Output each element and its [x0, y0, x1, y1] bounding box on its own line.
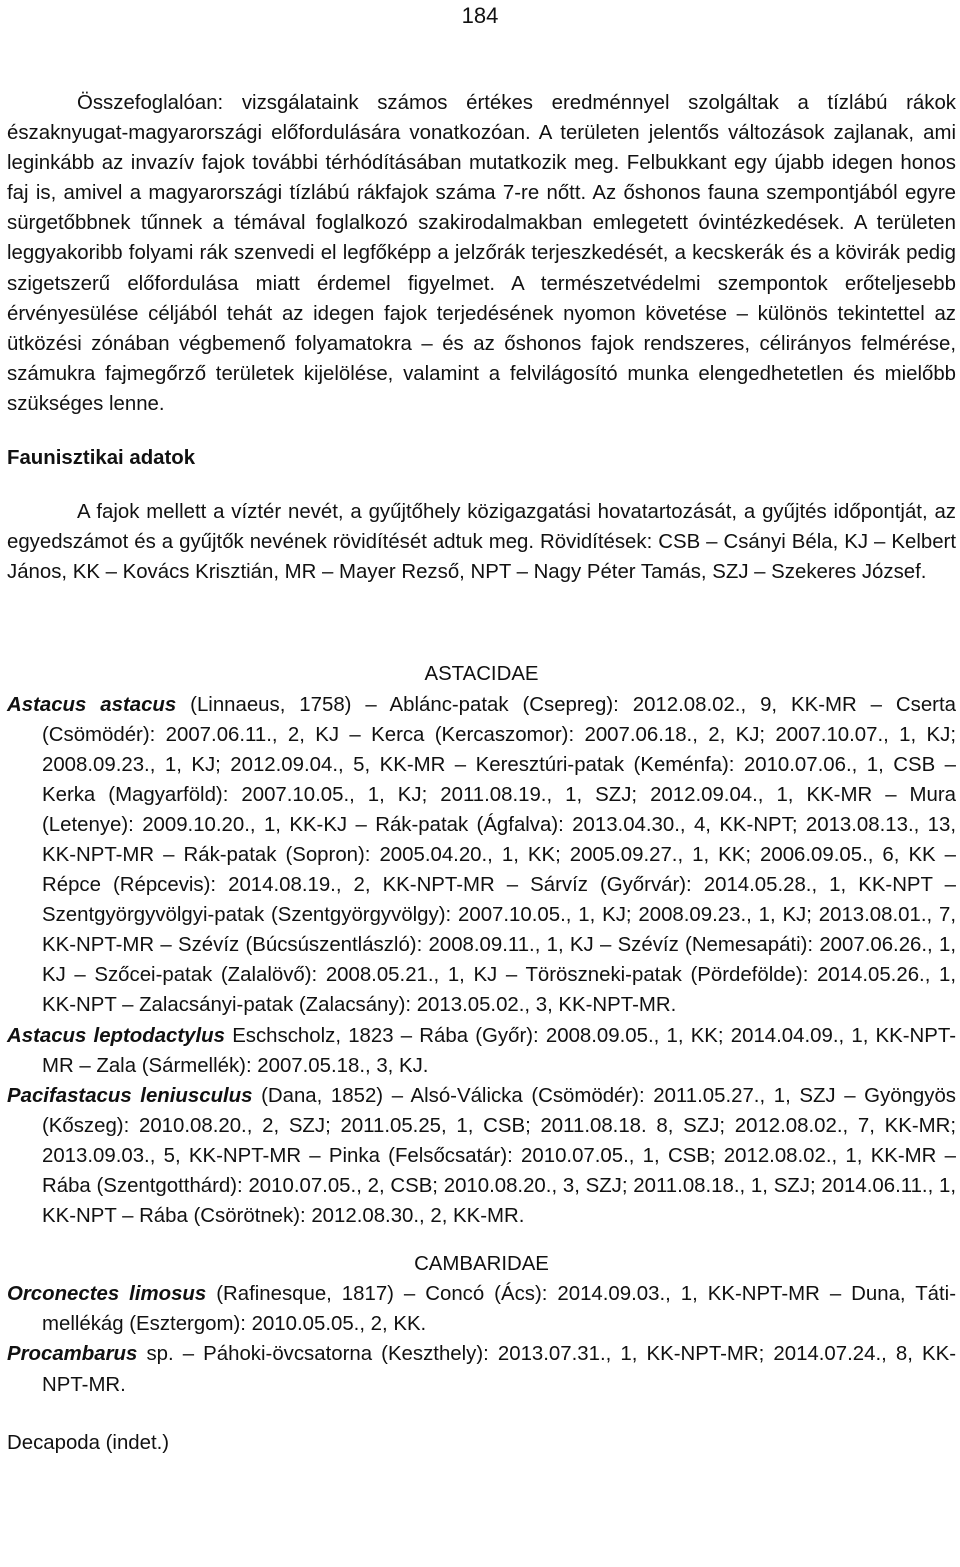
- family-heading-astacidae: ASTACIDAE: [424, 663, 539, 686]
- species-entry-procambarus-sp: [7, 1339, 956, 1399]
- species-name: Orconectes limosus: [7, 1283, 207, 1306]
- section-heading-faunistics: Faunisztikai adatok: [7, 447, 196, 470]
- species-name: Astacus leptodactylus: [7, 1024, 225, 1047]
- faunistics-intro-paragraph: A fajok mellett a víztér nevét, a gyűjtőhely közigazgatási hovatartozását, a gyűjtés időpontját, az egyedszámot és a gyűjtők nevének rövidítését adtuk meg. Rövidítések: CSB – Csányi Béla, KJ – Kelbert János, KK – Kovács Krisztián, MR – Mayer Rezső, NPT – Nagy Péter Tamás, SZJ – Szekeres József.: [7, 501, 956, 584]
- species-records: (Rafinesque, 1817) – Concó (Ács): 2014.09.03., 1, KK-NPT-MR – Duna, Táti-mellékág (Esztergom): 2010.05.05., 2, KK.: [42, 1283, 956, 1336]
- species-records: (Dana, 1852) – Alsó-Válicka (Csömödér): 2011.05.27., 1, SZJ – Gyöngyös (Kőszeg): 2010.08.20., 2, SZJ; 2011.05.25, 1, CSB; 2011.08.18. 8, SZJ; 2012.08.02., 7, KK-MR; 2013.09.03., 5, KK-NPT-MR – Pinka (Felsőcsatár): 2010.07.05., 1, CSB; 2012.08.02., 1, KK-MR – Rába (Szentgotthárd): 2010.07.05., 2, CSB; 2010.08.20., 3, SZJ; 2011.08.18., 1, SZJ; 2014.06.11., 1, KK-NPT – Rába (Csörötnek): 2012.08.30., 2, KK-MR.: [42, 1084, 956, 1228]
- species-name: Astacus astacus: [7, 693, 177, 716]
- species-name: Procambarus: [7, 1343, 138, 1366]
- family-heading-cambaridae: CAMBARIDAE: [414, 1253, 549, 1276]
- page-number: 184: [461, 3, 499, 28]
- species-records: (Linnaeus, 1758) – Ablánc-patak (Csepreg): 2012.08.02., 9, KK-MR – Cserta (Csömödér): 2007.06.11., 2, KJ – Kerca (Kercaszomor): 2007.06.18., 2, KJ; 2007.10.07., 1, KJ; 2008.09.23., 1, KJ; 2012.09.04., 5, KK-MR – Keresztúri-patak (Keménfa): 2010.07.06., 1, CSB – Kerka (Magyarföld): 2007.10.05., 1, KJ; 2011.08.19., 1, SZJ; 2012.09.04., 1, KK-MR – Mura (Letenye): 2009.10.20., 1, KK-KJ – Rák-patak (Ágfalva): 2013.04.30., 4, KK-NPT; 2013.08.13., 13, KK-NPT-MR – Rák-patak (Sopron): 2005.04.20., 1, KK; 2005.09.27., 1, KK; 2006.09.05., 6, KK – Répce (Répcevis): 2014.08.19., 2, KK-NPT-MR – Sárvíz (Győrvár): 2014.05.28., 1, KK-NPT – Szentgyörgyvölgyi-patak (Szentgyörgyvölgy): 2007.10.05., 1, KJ; 2008.09.23., 1, KJ; 2013.08.01., 7, KK-NPT-MR – Szévíz (Búcsúszentlászló): 2008.09.11., 1, KJ – Szévíz (Nemesapáti): 2007.06.26., 1, KJ – Szőcei-patak (Zalalövő): 2008.05.21., 1, KJ – Töröszneki-patak (Pördefölde): 2014.05.26., 1, KK-NPT – Zalacsányi-patak (Zalacsány): 2013.05.02., 3, KK-NPT-MR.: [42, 693, 956, 1017]
- species-entry-pacifastacus-leniusculus: [7, 1081, 956, 1231]
- page-content: [7, 88, 956, 1458]
- species-name: Pacifastacus leniusculus: [7, 1084, 253, 1107]
- species-entry-astacus-astacus: [7, 690, 956, 1021]
- species-records: sp. – Páhoki-övcsatorna (Keszthely): 2013.07.31., 1, KK-NPT-MR; 2014.07.24., 8, KK-NPT-MR.: [42, 1343, 956, 1396]
- heading-decapoda-indet: Decapoda (indet.): [7, 1431, 170, 1454]
- species-entry-orconectes-limosus: [7, 1279, 956, 1339]
- species-entry-astacus-leptodactylus: [7, 1021, 956, 1081]
- species-records: Eschscholz, 1823 – Rába (Győr): 2008.09.05., 1, KK; 2014.04.09., 1, KK-NPT-MR – Zala (Sármellék): 2007.05.18., 3, KJ.: [42, 1024, 956, 1077]
- summary-paragraph: Összefoglalóan: vizsgálataink számos értékes eredménnyel szolgáltak a tízlábú rákok északnyugat-magyarországi előfordulására vonatkozóan. A területen jelentős változások zajlanak, ami leginkább az invazív fajok további térhódításában mutatkozik meg. Felbukkant egy újabb idegen honos faj is, amivel a magyarországi tízlábú rákfajok száma 7-re nőtt. Az őshonos fauna szempontjából egyre sürgetőbbnek tűnnek a témával foglalkozó szakirodalmakban emlegetett óvintézkedések. A területen leggyakoribb folyami rák szenvedi el legfőképp a jelzőrák terjeszkedését, a kecskerák és a kövirák pedig szigetszerű előfordulása miatt érdemel figyelmet. A természetvédelmi szempontok erőteljesebb érvényesülése céljából tehát az idegen fajok terjedésének nyomon követése – különös tekintettel az ütközési zónában végbemenő folyamatokra – és az őshonos fajok rendszeres, célirányos felmérése, számukra fajmegőrző területek kijelölése, valamint a felvilágosító munka elengedhetetlen és mielőbb szükséges lenne.: [7, 92, 956, 415]
